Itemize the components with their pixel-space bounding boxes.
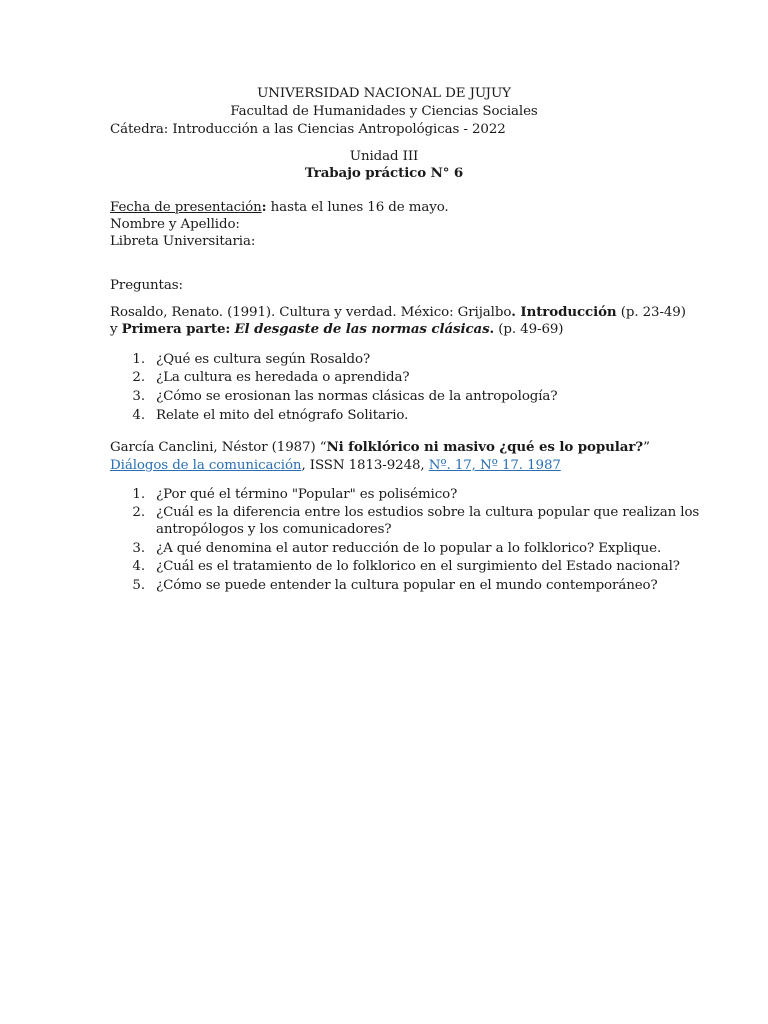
assignment-title: Trabajo práctico N° 6 xyxy=(304,165,464,181)
list-number: 1. xyxy=(132,352,145,367)
reference-rosaldo-line2 xyxy=(110,321,563,338)
issue-link[interactable]: Nº. 17, Nº 17. 1987 xyxy=(428,458,561,473)
reference-pages: (p. 23-49) xyxy=(616,305,686,320)
questions-heading: Preguntas: xyxy=(110,278,183,293)
list-number: 2. xyxy=(132,370,145,385)
question-text: ¿Cuál es el tratamiento de lo folklorico en el surgimiento del Estado nacional? xyxy=(156,559,680,574)
reference-chapter-title: El desgaste de las normas clásicas xyxy=(234,321,490,337)
list-number: 4. xyxy=(132,559,145,574)
due-date-value: hasta el lunes 16 de mayo. xyxy=(266,200,449,215)
reference-dot: . xyxy=(489,321,495,337)
question-text: ¿Cómo se puede entender la cultura popular en el mundo contemporáneo? xyxy=(156,578,658,593)
list-number: 3. xyxy=(132,541,145,556)
reference-text: García Canclini, Néstor (1987) “ xyxy=(110,440,327,455)
issn-text: , ISSN 1813-9248, xyxy=(301,458,429,473)
unit-title: Unidad III xyxy=(349,149,419,164)
question-text: ¿Cuál es la diferencia entre los estudios sobre la cultura popular que realizan los xyxy=(156,505,700,520)
reference-quote: ” xyxy=(643,440,650,455)
name-field-label: Nombre y Apellido: xyxy=(110,217,240,232)
reference-canclini-line2 xyxy=(110,457,561,474)
list-number: 5. xyxy=(132,578,145,593)
reference-canclini-line1 xyxy=(110,439,650,456)
question-text: ¿Por qué el término "Popular" es polisémico? xyxy=(156,487,458,502)
list-number: 4. xyxy=(132,408,145,423)
question-text: ¿A qué denomina el autor reducción de lo popular a lo folklorico? Explique. xyxy=(156,541,662,556)
due-date-colon: : xyxy=(261,199,267,215)
faculty-title: Facultad de Humanidades y Ciencias Sociales xyxy=(230,104,538,119)
chair-line: Cátedra: Introducción a las Ciencias Antropológicas - 2022 xyxy=(110,122,506,137)
list-number: 1. xyxy=(132,487,145,502)
reference-rosaldo-line1 xyxy=(110,304,686,321)
question-text-continuation: antropólogos y los comunicadores? xyxy=(156,522,392,537)
due-date-label: Fecha de presentación xyxy=(110,200,262,215)
question-text: Relate el mito del etnógrafo Solitario. xyxy=(156,408,409,423)
reference-text: Rosaldo, Renato. (1991). Cultura y verdad. México: Grijalbo xyxy=(110,305,512,320)
student-id-label: Libreta Universitaria: xyxy=(110,234,256,249)
due-date-line xyxy=(110,199,449,216)
journal-link[interactable]: Diálogos de la comunicación xyxy=(110,458,302,473)
question-text: ¿La cultura es heredada o aprendida? xyxy=(156,370,410,385)
list-number: 2. xyxy=(132,505,145,520)
question-text: ¿Qué es cultura según Rosaldo? xyxy=(156,352,371,367)
reference-pages: (p. 49-69) xyxy=(494,322,564,337)
reference-bold-primera-parte: Primera parte: xyxy=(121,321,231,337)
reference-article-title: Ni folklórico ni masivo ¿qué es lo popular? xyxy=(326,439,644,455)
reference-text: y xyxy=(110,322,122,337)
list-number: 3. xyxy=(132,389,145,404)
question-text: ¿Cómo se erosionan las normas clásicas de la antropología? xyxy=(156,389,558,404)
reference-bold-introduccion: . Introducción xyxy=(511,304,617,320)
university-title: UNIVERSIDAD NACIONAL DE JUJUY xyxy=(257,86,511,101)
